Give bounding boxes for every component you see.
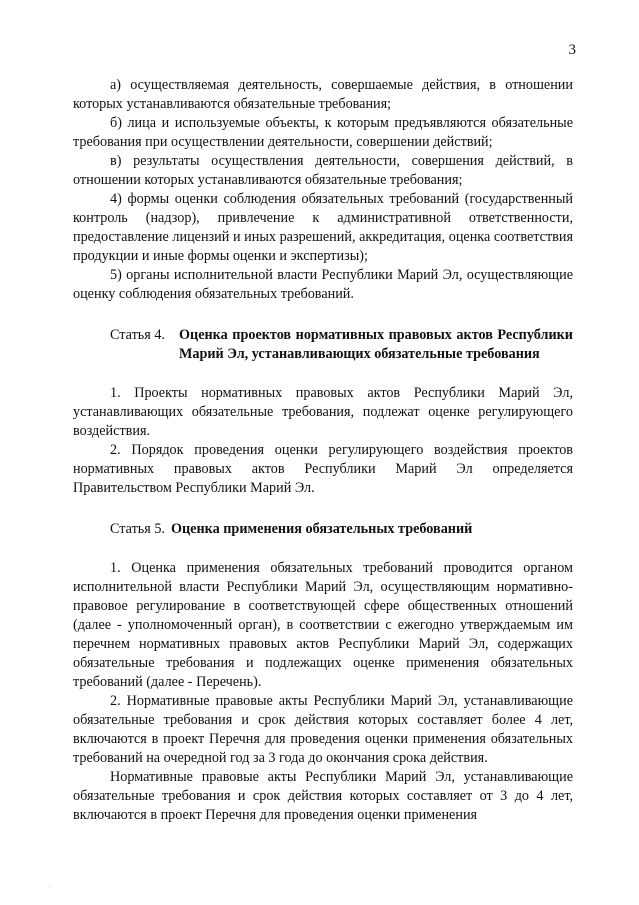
article-5-paragraph-1: 1. Оценка применения обязательных требований проводится органом исполнительной власти Республики Марий Эл, осуществляющим нормативно-правовое регулирование в соответствующей сфере общественных отношений (далее - уполномоченный орган), в соответствии с ежегодно утверждаемым им перечнем нормативных правовых актов Республики Марий Эл, содержащих обязательные требования и подлежащих оценке применения обязательных требований (далее - Перечень). bbox=[73, 560, 573, 690]
document-body bbox=[73, 76, 573, 825]
article-4-paragraph-1: 1. Проекты нормативных правовых актов Республики Марий Эл, устанавливающих обязательные требования, подлежат оценке регулирующего воздействия. bbox=[73, 385, 573, 439]
scan-mark: . bbox=[49, 880, 51, 889]
article-4-title: Оценка проектов нормативных правовых актов Республики Марий Эл, устанавливающих обязательные требования bbox=[179, 327, 573, 362]
list-item-a: а) осуществляемая деятельность, совершаемые действия, в отношении которых устанавливаются обязательные требования; bbox=[73, 77, 573, 112]
list-item-4: 4) формы оценки соблюдения обязательных требований (государственный контроль (надзор), привлечение к административной ответственности, предоставление лицензий и иных разрешений, аккредитация, оценка соответствия продукции и иные формы оценки и экспертизы); bbox=[73, 191, 573, 264]
article-4-heading bbox=[73, 326, 573, 364]
list-item-b: б) лица и используемые объекты, к которым предъявляются обязательные требования при осуществлении деятельности, совершении действий; bbox=[73, 115, 573, 150]
article-5-heading bbox=[73, 520, 573, 539]
list-item-5: 5) органы исполнительной власти Республики Марий Эл, осуществляющие оценку соблюдения обязательных требований. bbox=[73, 267, 573, 302]
article-4-label: Статья 4. bbox=[110, 327, 165, 343]
page-number: 3 bbox=[568, 42, 576, 58]
list-item-c: в) результаты осуществления деятельности, совершения действий, в отношении которых устанавливаются обязательные требования; bbox=[73, 153, 573, 188]
article-4-paragraph-2: 2. Порядок проведения оценки регулирующего воздействия проектов нормативных правовых актов Республики Марий Эл определяется Правительством Республики Марий Эл. bbox=[73, 442, 573, 496]
article-5-paragraph-2: 2. Нормативные правовые акты Республики Марий Эл, устанавливающие обязательные требования и срок действия которых составляет более 4 лет, включаются в проект Перечня для проведения оценки применения обязательных требований на очередной год за 3 года до окончания срока действия. bbox=[73, 693, 573, 766]
article-5-title: Оценка применения обязательных требований bbox=[170, 521, 473, 537]
article-5-label: Статья 5. bbox=[110, 521, 165, 537]
article-5-paragraph-3: Нормативные правовые акты Республики Марий Эл, устанавливающие обязательные требования и срок действия которых составляет от 3 до 4 лет, включаются в проект Перечня для проведения оценки применения bbox=[73, 769, 573, 823]
